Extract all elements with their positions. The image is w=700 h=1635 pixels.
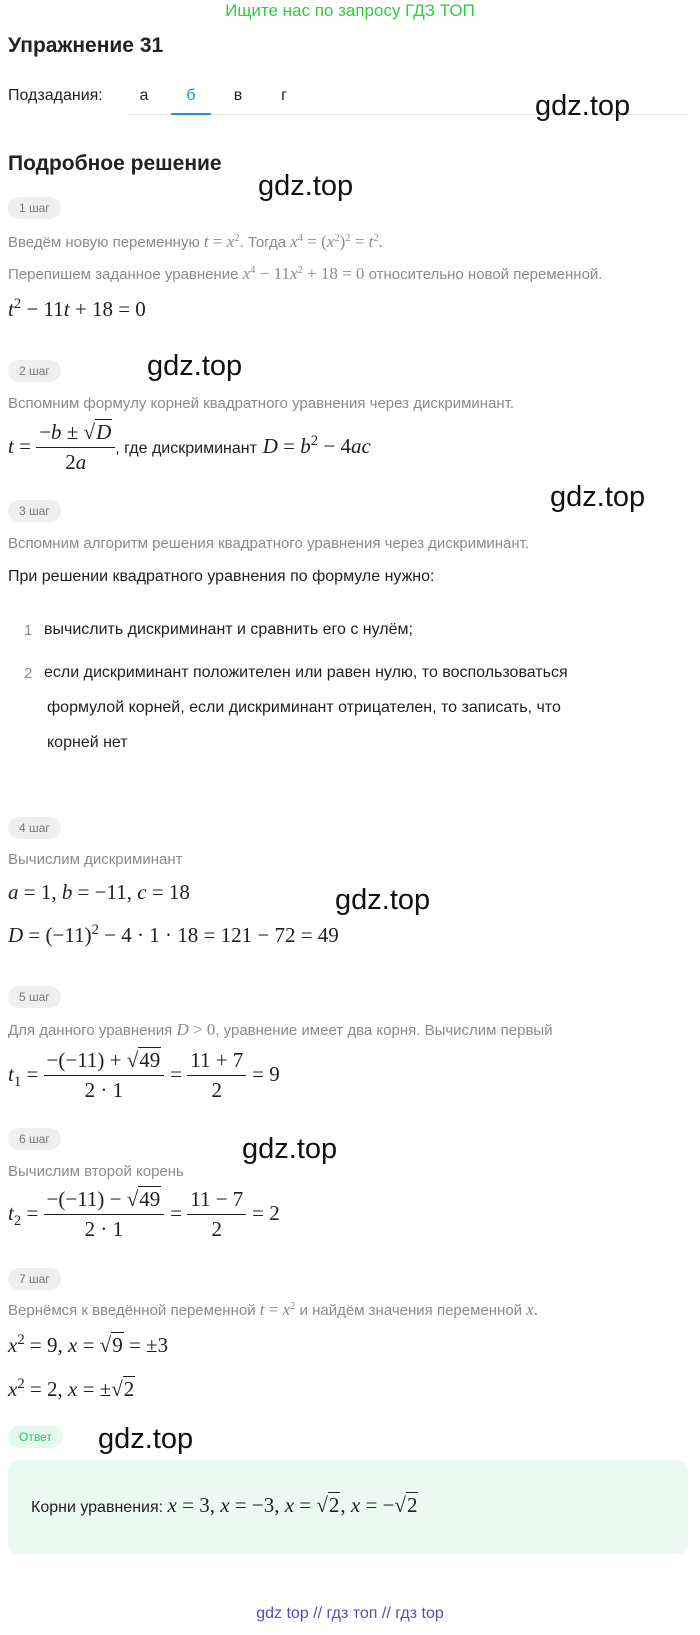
page-title: Упражнение 31 bbox=[8, 34, 164, 57]
note-text: и найдём значения переменной bbox=[299, 1302, 523, 1319]
answer-text: Корни уравнения: bbox=[31, 1499, 164, 1516]
step-1-note-a: Введём новую переменную $t = x^2$. Тогда $x^4 = (x^2)^2 = t^2$. bbox=[8, 232, 383, 251]
step-5-root: $t_1$ = $\frac{-(-11) + √49}{2 \cdot 1}$ = $\frac{11 + 7}{2}$ = 9 bbox=[8, 1048, 280, 1102]
watermark: gdz.top bbox=[98, 1423, 194, 1455]
step-2-formula: t = $\frac{-b \pm √D}{2a}$ , где дискриминант $D = b^2 - 4ac$ bbox=[8, 420, 371, 474]
answer-content: Корни уравнения: x = 3, x = −3, x = √2, x = −√2 bbox=[31, 1493, 418, 1517]
section-title: Подробное решение bbox=[8, 152, 222, 175]
note-text: Введём новую переменную bbox=[8, 234, 200, 251]
list-item-number: 1 bbox=[24, 622, 33, 639]
step-3-text: При решении квадратного уравнения по формуле нужно: bbox=[8, 568, 435, 585]
note-text: Вернёмся к введённой переменной bbox=[8, 1302, 256, 1319]
list-item-number: 2 bbox=[24, 665, 33, 682]
list-item: формулой корней, если дискриминант отрицателен, то записать, что bbox=[47, 699, 561, 716]
step-4-values: a = 1, b = −11, c = 18 bbox=[8, 880, 190, 904]
step-7-line-2: $x^2 = 2$, x = ±√2 bbox=[8, 1376, 135, 1401]
watermark: gdz.top bbox=[550, 481, 646, 513]
footer-separator: // bbox=[381, 1605, 391, 1622]
step-5-note: Для данного уравнения D > 0, уравнение имеет два корня. Вычислим первый bbox=[8, 1020, 553, 1039]
tab-b[interactable]: б bbox=[186, 87, 196, 104]
footer-link[interactable]: гдз топ bbox=[326, 1605, 378, 1622]
tab-v[interactable]: в bbox=[233, 87, 243, 104]
note-text: относительно новой переменной. bbox=[368, 266, 603, 283]
tab-g[interactable]: г bbox=[281, 87, 287, 104]
note-text: . Тогда bbox=[239, 234, 287, 251]
top-banner[interactable]: Ищите нас по запросу ГДЗ ТОП bbox=[225, 1, 475, 20]
step-3-note: Вспомним алгоритм решения квадратного уравнения через дискриминант. bbox=[8, 535, 530, 552]
step-1-equation: $t^2 - 11t + 18 = 0$ bbox=[8, 296, 146, 321]
watermark: gdz.top bbox=[258, 170, 354, 202]
note-text: Для данного уравнения bbox=[8, 1022, 173, 1039]
subtasks-label: Подзадания: bbox=[8, 87, 103, 104]
step-1-badge: 1 шаг bbox=[8, 197, 61, 219]
tab-a[interactable]: а bbox=[139, 87, 149, 104]
answer-box bbox=[8, 1460, 688, 1554]
watermark: gdz.top bbox=[335, 884, 431, 916]
answer-badge: Ответ bbox=[8, 1426, 63, 1448]
note-text: Перепишем заданное уравнение bbox=[8, 266, 239, 283]
step-2-note: Вспомним формулу корней квадратного уравнения через дискриминант. bbox=[8, 395, 515, 412]
step-6-root: $t_2$ = $\frac{-(-11) - √49}{2 \cdot 1}$ = $\frac{11 - 7}{2}$ = 2 bbox=[8, 1187, 280, 1241]
footer-link[interactable]: гдз top bbox=[395, 1605, 444, 1622]
step-7-line-1: $x^2 = 9$, x = √9 = ±3 bbox=[8, 1332, 169, 1357]
step-2-badge: 2 шаг bbox=[8, 360, 61, 382]
watermark: gdz.top bbox=[147, 350, 243, 382]
list-item: вычислить дискриминант и сравнить его с нулём; bbox=[44, 621, 413, 638]
active-tab-underline bbox=[171, 113, 211, 115]
step-4-badge: 4 шаг bbox=[8, 817, 61, 839]
list-item: корней нет bbox=[47, 734, 128, 751]
list-item: если дискриминант положителен или равен нулю, то воспользоваться bbox=[44, 664, 568, 681]
step-4-discriminant: $D = (-11)^2 - 4 \cdot 1 \cdot 18 = 121 - 72 = 49$ bbox=[8, 922, 339, 947]
step-3-badge: 3 шаг bbox=[8, 500, 61, 522]
watermark: gdz.top bbox=[535, 90, 631, 122]
step-6-badge: 6 шаг bbox=[8, 1128, 61, 1150]
footer-link[interactable]: gdz top bbox=[256, 1605, 309, 1622]
step-7-badge: 7 шаг bbox=[8, 1268, 61, 1290]
footer-links bbox=[0, 1605, 700, 1623]
footer-separator: // bbox=[313, 1605, 323, 1622]
step-7-note: Вернёмся к введённой переменной $t = x^2$ и найдём значения переменной x. bbox=[8, 1300, 539, 1319]
step-1-note-b: Перепишем заданное уравнение $x^4 - 11x^2 + 18 = 0$ относительно новой переменной. bbox=[8, 264, 603, 283]
formula-text: , где дискриминант bbox=[115, 440, 257, 458]
note-text: , уравнение имеет два корня. Вычислим первый bbox=[215, 1022, 553, 1039]
watermark: gdz.top bbox=[242, 1133, 338, 1165]
step-5-badge: 5 шаг bbox=[8, 986, 61, 1008]
step-6-note: Вычислим второй корень bbox=[8, 1163, 184, 1180]
step-4-note: Вычислим дискриминант bbox=[8, 851, 183, 868]
